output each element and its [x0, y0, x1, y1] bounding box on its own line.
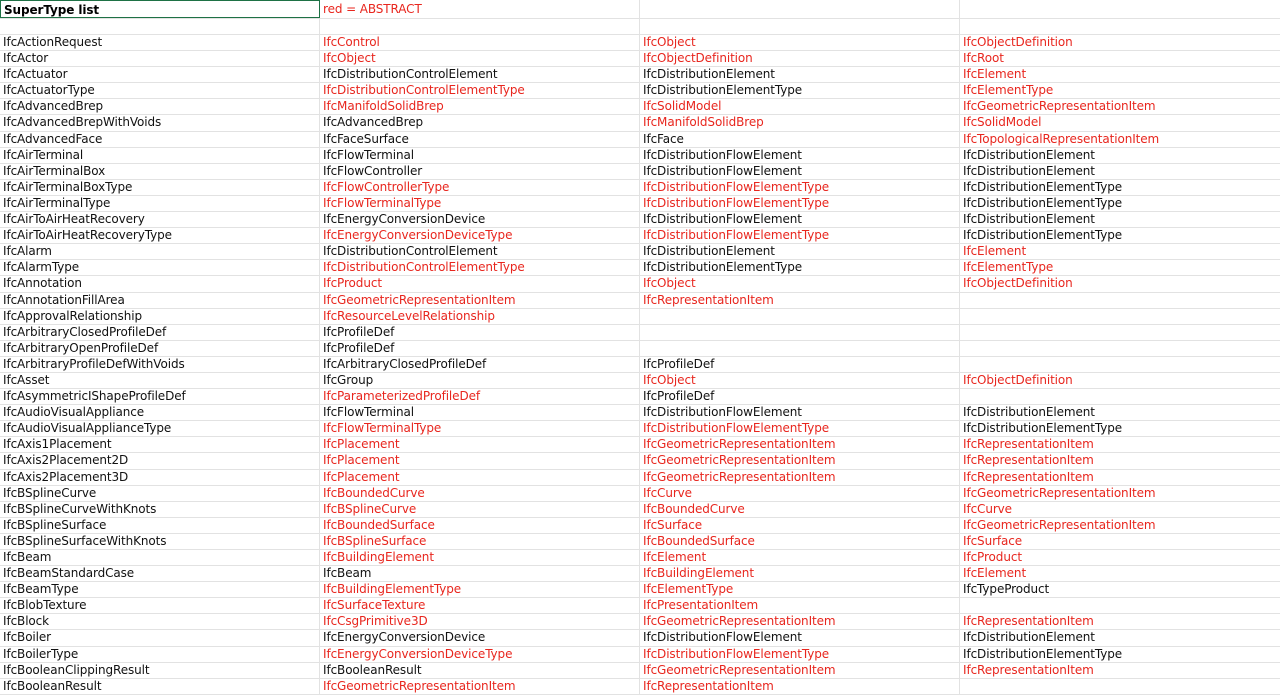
title-cell[interactable]: SuperType list	[0, 0, 320, 18]
supertype-2-cell[interactable]: IfcDistributionFlowElementType	[640, 228, 960, 243]
type-name-cell[interactable]: IfcAdvancedBrepWithVoids	[0, 115, 320, 130]
supertype-3-cell[interactable]: IfcRepresentationItem	[963, 469, 1094, 484]
supertype-1-cell[interactable]: IfcDistributionControlElementType	[320, 260, 640, 275]
table-row	[0, 679, 1280, 695]
supertype-2-cell[interactable]: IfcDistributionElement	[640, 244, 960, 259]
supertype-1-cell[interactable]: IfcProduct	[320, 276, 640, 291]
supertype-2-cell[interactable]: IfcDistributionElement	[640, 67, 960, 82]
table-row	[0, 373, 1280, 389]
supertype-1-cell[interactable]: IfcManifoldSolidBrep	[320, 99, 640, 114]
empty-cell[interactable]	[960, 19, 1280, 34]
supertype-3-cell[interactable]	[960, 309, 1280, 324]
type-name-cell[interactable]: IfcAnnotation	[0, 276, 320, 291]
type-name-cell[interactable]: IfcAudioVisualAppliance	[0, 405, 320, 420]
supertype-1-cell[interactable]: IfcArbitraryClosedProfileDef	[320, 357, 640, 372]
supertype-2-cell[interactable]: IfcDistributionFlowElementType	[640, 421, 960, 436]
type-name-cell[interactable]: IfcAdvancedBrep	[0, 99, 320, 114]
type-name-cell[interactable]: IfcActuatorType	[0, 83, 320, 98]
supertype-3-cell[interactable]	[960, 293, 1280, 308]
supertype-2-cell[interactable]: IfcGeometricRepresentationItem	[640, 470, 960, 485]
supertype-1-cell[interactable]: IfcPlacement	[320, 470, 640, 485]
supertype-3-cell[interactable]	[960, 389, 1280, 404]
supertype-2-cell[interactable]: IfcObject	[640, 276, 960, 291]
type-name-cell[interactable]: IfcArbitraryProfileDefWithVoids	[0, 357, 320, 372]
supertype-2-cell[interactable]: IfcDistributionFlowElementType	[640, 180, 960, 195]
supertype-1-cell[interactable]: IfcProfileDef	[320, 325, 640, 340]
supertype-2-cell[interactable]: IfcProfileDef	[640, 389, 960, 404]
table-row	[0, 148, 1280, 164]
table-row	[0, 421, 1280, 437]
table-row	[0, 566, 1280, 582]
supertype-1-cell[interactable]: IfcObject	[320, 51, 640, 66]
type-name-cell[interactable]: IfcAxis2Placement3D	[0, 470, 320, 485]
supertype-1-cell[interactable]: IfcEnergyConversionDevice	[320, 212, 640, 227]
type-name-cell[interactable]: IfcBooleanResult	[0, 679, 320, 694]
supertype-3-cell[interactable]	[960, 325, 1280, 340]
supertype-3-cell[interactable]: IfcDistributionElementType	[963, 228, 1123, 243]
type-name-cell[interactable]: IfcBoilerType	[0, 647, 320, 662]
supertype-2-cell[interactable]: IfcGeometricRepresentationItem	[640, 663, 960, 678]
supertype-2-cell[interactable]: IfcBoundedCurve	[640, 502, 960, 517]
supertype-1-cell[interactable]: IfcBSplineCurve	[320, 502, 640, 517]
supertype-2-cell[interactable]: IfcDistributionElementType	[640, 83, 960, 98]
supertype-2-cell[interactable]: IfcManifoldSolidBrep	[640, 115, 960, 130]
table-row	[0, 470, 1280, 486]
supertype-2-cell[interactable]: IfcElementType	[640, 582, 960, 597]
table-row	[0, 293, 1280, 309]
supertype-3-cell[interactable]: IfcElement	[963, 566, 1027, 581]
supertype-2-cell[interactable]: IfcDistributionFlowElement	[640, 164, 960, 179]
supertype-1-cell[interactable]: IfcFlowTerminalType	[320, 196, 640, 211]
type-name-cell[interactable]: IfcAxis1Placement	[0, 437, 320, 452]
supertype-2-cell[interactable]: IfcObject	[640, 35, 960, 50]
supertype-2-cell[interactable]	[640, 309, 960, 324]
supertype-1-cell[interactable]: IfcParameterizedProfileDef	[320, 389, 640, 404]
supertype-1-cell[interactable]: IfcFlowController	[320, 164, 640, 179]
supertype-2-cell[interactable]: IfcDistributionFlowElement	[640, 630, 960, 645]
type-name-cell[interactable]: IfcAsset	[0, 373, 320, 388]
supertype-1-cell[interactable]: IfcDistributionControlElement	[320, 67, 640, 82]
table-row	[0, 35, 1280, 51]
header-row	[0, 0, 1280, 19]
supertype-3-cell[interactable]	[960, 679, 1280, 694]
table-row	[0, 83, 1280, 99]
supertype-3-cell[interactable]: IfcGeometricRepresentationItem	[963, 99, 1156, 114]
type-name-cell[interactable]: IfcBooleanClippingResult	[0, 663, 320, 678]
supertype-1-cell[interactable]: IfcResourceLevelRelationship	[320, 309, 640, 324]
table-row	[0, 502, 1280, 518]
supertype-1-cell[interactable]: IfcGeometricRepresentationItem	[320, 293, 640, 308]
table-row	[0, 647, 1280, 663]
type-name-cell[interactable]: IfcBeam	[0, 550, 320, 565]
supertype-1-cell[interactable]: IfcFlowControllerType	[320, 180, 640, 195]
supertype-2-cell[interactable]: IfcDistributionFlowElement	[640, 148, 960, 163]
supertype-3-cell[interactable]: IfcProduct	[963, 550, 1022, 564]
table-row	[0, 115, 1280, 131]
type-name-cell[interactable]: IfcAlarmType	[0, 260, 320, 275]
table-row	[0, 437, 1280, 453]
supertype-2-cell[interactable]: IfcDistributionElementType	[640, 260, 960, 275]
table-row	[0, 51, 1280, 67]
supertype-3-cell[interactable]: IfcDistributionElement	[963, 405, 1095, 420]
table-row	[0, 453, 1280, 469]
supertype-3-cell[interactable]: IfcGeometricRepresentationItem	[963, 485, 1156, 500]
supertype-1-cell[interactable]: IfcControl	[320, 35, 640, 50]
type-name-cell[interactable]: IfcAnnotationFillArea	[0, 293, 320, 308]
supertype-1-cell[interactable]: IfcBooleanResult	[320, 663, 640, 678]
empty-cell[interactable]	[640, 19, 960, 34]
supertype-1-cell[interactable]: IfcFaceSurface	[320, 132, 640, 147]
supertype-2-cell[interactable]: IfcDistributionFlowElementType	[640, 647, 960, 662]
supertype-1-cell[interactable]: IfcFlowTerminalType	[320, 421, 640, 436]
supertype-1-cell[interactable]: IfcDistributionControlElement	[320, 244, 640, 259]
supertype-1-cell[interactable]: IfcBoundedCurve	[320, 486, 640, 501]
type-name-cell[interactable]: IfcAirTerminal	[0, 148, 320, 163]
supertype-3-cell[interactable]: IfcDistributionElement	[963, 147, 1095, 162]
empty-cell[interactable]	[640, 0, 960, 18]
type-name-cell[interactable]: IfcActionRequest	[0, 35, 320, 50]
supertype-2-cell[interactable]: IfcFace	[640, 132, 960, 147]
supertype-3-cell[interactable]: IfcTopologicalRepresentationItem	[963, 131, 1160, 146]
supertype-3-cell[interactable]: IfcElementType	[963, 83, 1054, 98]
empty-cell[interactable]	[0, 19, 320, 34]
supertype-3-cell[interactable]: IfcDistributionElementType	[963, 179, 1123, 194]
type-name-cell[interactable]: IfcAirToAirHeatRecoveryType	[0, 228, 320, 243]
supertype-2-cell[interactable]: IfcProfileDef	[640, 357, 960, 372]
supertype-3-cell[interactable]: IfcCurve	[963, 501, 1012, 516]
type-name-cell[interactable]: IfcArbitraryClosedProfileDef	[0, 325, 320, 340]
table-row	[0, 518, 1280, 534]
supertype-3-cell[interactable]: IfcRepresentationItem	[963, 437, 1094, 452]
type-name-cell[interactable]: IfcActuator	[0, 67, 320, 82]
supertype-1-cell[interactable]: IfcFlowTerminal	[320, 405, 640, 420]
blank-row	[0, 19, 1280, 35]
type-name-cell[interactable]: IfcBSplineCurve	[0, 486, 320, 501]
supertype-2-cell[interactable]: IfcRepresentationItem	[640, 679, 960, 694]
table-row	[0, 228, 1280, 244]
supertype-2-cell[interactable]: IfcObject	[640, 373, 960, 388]
table-row	[0, 99, 1280, 115]
type-name-cell[interactable]: IfcApprovalRelationship	[0, 309, 320, 324]
supertype-1-cell[interactable]: IfcBeam	[320, 566, 640, 581]
table-row	[0, 486, 1280, 502]
supertype-3-cell[interactable]: IfcGeometricRepresentationItem	[963, 517, 1156, 532]
supertype-3-cell[interactable]: IfcDistributionElement	[963, 163, 1095, 178]
supertype-2-cell[interactable]: IfcGeometricRepresentationItem	[640, 437, 960, 452]
supertype-3-cell[interactable]: IfcSurface	[963, 533, 1023, 548]
supertype-3-cell[interactable]: IfcRepresentationItem	[963, 614, 1094, 629]
supertype-1-cell[interactable]: IfcBuildingElement	[320, 550, 640, 565]
table-row	[0, 341, 1280, 357]
type-name-cell[interactable]: IfcBeamStandardCase	[0, 566, 320, 581]
table-row	[0, 132, 1280, 148]
type-name-cell[interactable]: IfcAirTerminalBoxType	[0, 180, 320, 195]
table-row	[0, 582, 1280, 598]
table-row	[0, 244, 1280, 260]
supertype-3-cell[interactable]: IfcRoot	[963, 51, 1004, 66]
table-row	[0, 357, 1280, 373]
empty-cell[interactable]	[960, 0, 1280, 18]
table-row	[0, 550, 1280, 566]
type-name-cell[interactable]: IfcAirTerminalType	[0, 196, 320, 211]
type-name-cell[interactable]: IfcAdvancedFace	[0, 132, 320, 147]
supertype-1-cell[interactable]: IfcBuildingElementType	[320, 582, 640, 597]
table-row	[0, 405, 1280, 421]
supertype-3-cell[interactable]: IfcElementType	[963, 260, 1054, 275]
table-row	[0, 164, 1280, 180]
type-name-cell[interactable]: IfcBeamType	[0, 582, 320, 597]
table-row	[0, 598, 1280, 614]
supertype-3-cell[interactable]: IfcElement	[963, 244, 1027, 259]
supertype-2-cell[interactable]: IfcRepresentationItem	[640, 293, 960, 308]
supertype-1-cell[interactable]: IfcSurfaceTexture	[320, 598, 640, 613]
supertype-3-cell[interactable]: IfcTypeProduct	[963, 582, 1050, 597]
supertype-1-cell[interactable]: IfcPlacement	[320, 453, 640, 468]
supertype-2-cell[interactable]: IfcSurface	[640, 518, 960, 533]
type-name-cell[interactable]: IfcArbitraryOpenProfileDef	[0, 341, 320, 356]
supertype-3-cell[interactable]: IfcRepresentationItem	[963, 662, 1094, 677]
type-name-cell[interactable]: IfcBSplineSurface	[0, 518, 320, 533]
supertype-1-cell[interactable]: IfcDistributionControlElementType	[320, 83, 640, 98]
supertype-1-cell[interactable]: IfcFlowTerminal	[320, 148, 640, 163]
supertype-3-cell[interactable]: IfcDistributionElementType	[963, 195, 1123, 210]
table-row	[0, 276, 1280, 292]
table-row	[0, 196, 1280, 212]
supertype-2-cell[interactable]: IfcBoundedSurface	[640, 534, 960, 549]
table-row	[0, 663, 1280, 679]
table-row	[0, 534, 1280, 550]
supertype-3-cell[interactable]	[960, 357, 1280, 372]
supertype-2-cell[interactable]: IfcDistributionFlowElementType	[640, 196, 960, 211]
supertype-3-cell[interactable]: IfcRepresentationItem	[963, 453, 1094, 468]
table-row	[0, 67, 1280, 83]
supertype-1-cell[interactable]: IfcGroup	[320, 373, 640, 388]
table-row	[0, 260, 1280, 276]
legend-cell[interactable]: red = ABSTRACT	[320, 0, 640, 18]
supertype-1-cell[interactable]: IfcPlacement	[320, 437, 640, 452]
supertype-1-cell[interactable]: IfcBoundedSurface	[320, 518, 640, 533]
type-name-cell[interactable]: IfcActor	[0, 51, 320, 66]
supertype-3-cell[interactable]: IfcObjectDefinition	[963, 372, 1073, 387]
supertype-3-cell[interactable]	[960, 341, 1280, 356]
type-name-cell[interactable]: IfcAxis2Placement2D	[0, 453, 320, 468]
supertype-2-cell[interactable]: IfcSolidModel	[640, 99, 960, 114]
supertype-2-cell[interactable]: IfcElement	[640, 550, 960, 565]
supertype-3-cell[interactable]: IfcObjectDefinition	[963, 35, 1073, 49]
table-row	[0, 309, 1280, 325]
supertype-3-cell[interactable]: IfcDistributionElement	[963, 212, 1095, 227]
supertype-1-cell[interactable]: IfcBSplineSurface	[320, 534, 640, 549]
table-row	[0, 614, 1280, 630]
supertype-2-cell[interactable]: IfcGeometricRepresentationItem	[640, 614, 960, 629]
supertype-2-cell[interactable]: IfcObjectDefinition	[640, 51, 960, 66]
supertype-3-cell[interactable]: IfcObjectDefinition	[963, 276, 1073, 291]
type-name-cell[interactable]: IfcBSplineCurveWithKnots	[0, 502, 320, 517]
supertype-2-cell[interactable]: IfcCurve	[640, 486, 960, 501]
type-name-cell[interactable]: IfcBlock	[0, 614, 320, 629]
supertype-1-cell[interactable]: IfcEnergyConversionDeviceType	[320, 228, 640, 243]
table-row	[0, 180, 1280, 196]
supertype-1-cell[interactable]: IfcGeometricRepresentationItem	[320, 679, 640, 694]
supertype-2-cell[interactable]: IfcDistributionFlowElement	[640, 212, 960, 227]
table-row	[0, 389, 1280, 405]
supertype-3-cell[interactable]: IfcDistributionElementType	[963, 646, 1123, 661]
supertype-1-cell[interactable]: IfcCsgPrimitive3D	[320, 614, 640, 629]
supertype-3-cell[interactable]: IfcElement	[963, 67, 1027, 82]
table-row	[0, 630, 1280, 646]
supertype-3-cell[interactable]	[960, 598, 1280, 613]
type-name-cell[interactable]: IfcBlobTexture	[0, 598, 320, 613]
supertype-1-cell[interactable]: IfcProfileDef	[320, 341, 640, 356]
type-name-cell[interactable]: IfcAudioVisualApplianceType	[0, 421, 320, 436]
type-name-cell[interactable]: IfcBSplineSurfaceWithKnots	[0, 534, 320, 549]
type-name-cell[interactable]: IfcAsymmetricIShapeProfileDef	[0, 389, 320, 404]
type-name-cell[interactable]: IfcBoiler	[0, 630, 320, 645]
table-row	[0, 212, 1280, 228]
empty-cell[interactable]	[320, 19, 640, 34]
supertype-2-cell[interactable]	[640, 341, 960, 356]
type-name-cell[interactable]: IfcAirTerminalBox	[0, 164, 320, 179]
supertype-3-cell[interactable]: IfcDistributionElement	[963, 630, 1095, 645]
supertype-2-cell[interactable]	[640, 325, 960, 340]
supertype-2-cell[interactable]: IfcBuildingElement	[640, 566, 960, 581]
data-rows	[0, 35, 1280, 695]
table-row	[0, 325, 1280, 341]
type-name-cell[interactable]: IfcAlarm	[0, 244, 320, 259]
supertype-2-cell[interactable]: IfcGeometricRepresentationItem	[640, 453, 960, 468]
supertype-2-cell[interactable]: IfcDistributionFlowElement	[640, 405, 960, 420]
supertype-1-cell[interactable]: IfcEnergyConversionDevice	[320, 630, 640, 645]
type-name-cell[interactable]: IfcAirToAirHeatRecovery	[0, 212, 320, 227]
supertype-1-cell[interactable]: IfcEnergyConversionDeviceType	[320, 647, 640, 662]
supertype-3-cell[interactable]: IfcSolidModel	[963, 115, 1042, 130]
supertype-2-cell[interactable]: IfcPresentationItem	[640, 598, 960, 613]
supertype-1-cell[interactable]: IfcAdvancedBrep	[320, 115, 640, 130]
supertype-3-cell[interactable]: IfcDistributionElementType	[963, 421, 1123, 436]
